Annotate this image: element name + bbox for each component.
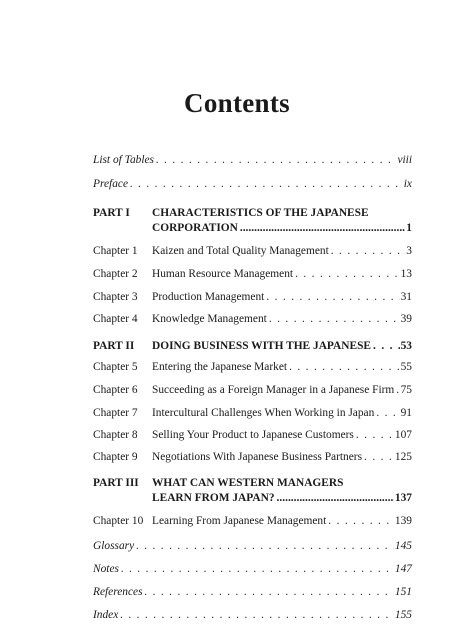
toc-page-number: ix — [403, 178, 412, 190]
leader-dots — [266, 290, 399, 305]
chapter-title: Succeeding as a Foreign Manager in a Japanese Firm — [152, 384, 395, 396]
toc-page-number: 39 — [400, 313, 412, 325]
toc-chapter-4[interactable] — [93, 312, 412, 327]
toc-chapter-2[interactable] — [93, 267, 412, 282]
leader-dots — [121, 562, 394, 577]
toc-entry-label: Index — [93, 609, 119, 621]
chapter-title: Entering the Japanese Market — [152, 361, 288, 373]
part-title-line1: WHAT CAN WESTERN MANAGERS — [152, 477, 344, 489]
toc-chapter-10[interactable] — [93, 514, 412, 529]
chapter-title: Selling Your Product to Japanese Customers — [152, 429, 354, 441]
leader-dots — [373, 339, 400, 354]
page-title: Contents — [184, 88, 290, 118]
chapter-label: Chapter 1 — [93, 245, 138, 257]
toc-page-number: 91 — [400, 407, 412, 419]
leader-dots — [269, 312, 400, 327]
toc-chapter-3[interactable] — [93, 290, 412, 305]
toc-chapter-5[interactable] — [93, 360, 412, 375]
chapter-label: Chapter 4 — [93, 313, 138, 325]
chapter-label: Chapter 2 — [93, 268, 138, 280]
toc-chapter-6[interactable] — [93, 383, 412, 398]
leader-dots — [331, 244, 406, 259]
toc-part-1-heading[interactable] — [93, 206, 412, 221]
toc-entry-preface[interactable] — [93, 177, 412, 192]
toc-chapter-9[interactable] — [93, 450, 412, 465]
toc-page-number: 145 — [394, 540, 412, 552]
toc-chapter-1[interactable] — [93, 244, 412, 259]
toc-entry-label: List of Tables — [93, 154, 154, 166]
chapter-title: Knowledge Management — [152, 313, 267, 325]
toc-page-number: 3 — [406, 245, 412, 257]
toc-page-number: 137 — [394, 492, 412, 504]
part-title: DOING BUSINESS WITH THE JAPANESE — [152, 340, 372, 352]
toc-page-number: 139 — [394, 515, 412, 527]
toc-page-number: 53 — [400, 340, 412, 352]
leader-dots — [295, 267, 400, 282]
leader-dots — [328, 514, 394, 529]
leader-dots — [145, 585, 394, 600]
chapter-title: Kaizen and Total Quality Management — [152, 245, 329, 257]
chapter-title: Negotiations With Japanese Business Partners — [152, 451, 363, 463]
toc-entry-glossary[interactable] — [93, 539, 412, 554]
toc-part-3-heading-line2[interactable] — [93, 491, 412, 506]
chapter-title: Intercultural Challenges When Working in Japan — [152, 407, 375, 419]
toc-page-number: viii — [397, 154, 412, 166]
part-title-line1: CHARACTERISTICS OF THE JAPANESE — [152, 207, 369, 219]
toc-page-number: 147 — [394, 563, 412, 575]
leader-dots — [240, 221, 405, 236]
leader-dots — [289, 360, 400, 375]
leader-dots — [356, 428, 394, 443]
toc-page-number: 75 — [400, 384, 412, 396]
toc-part-1-heading-line2[interactable] — [93, 221, 412, 236]
chapter-title: Learning From Japanese Management — [152, 515, 327, 527]
chapter-label: Chapter 8 — [93, 429, 138, 441]
leader-dots — [156, 153, 396, 168]
leader-dots — [376, 406, 399, 421]
chapter-title: Production Management — [152, 291, 265, 303]
toc-chapter-7[interactable] — [93, 406, 412, 421]
toc-entry-list-of-tables[interactable] — [93, 153, 412, 168]
toc-page-number: 1 — [406, 222, 412, 234]
toc-entry-references[interactable] — [93, 585, 412, 600]
part-title-line2: LEARN FROM JAPAN? — [152, 492, 275, 504]
part-label: PART I — [93, 207, 130, 219]
part-label: PART II — [93, 340, 135, 352]
chapter-label: Chapter 6 — [93, 384, 138, 396]
toc-page-number: 31 — [400, 291, 412, 303]
leader-dots — [120, 608, 394, 623]
chapter-label: Chapter 3 — [93, 291, 138, 303]
leader-dots — [277, 491, 394, 506]
toc-part-2-heading[interactable] — [93, 339, 412, 354]
chapter-label: Chapter 5 — [93, 361, 138, 373]
toc-entry-label: Glossary — [93, 540, 135, 552]
leader-dots — [136, 539, 394, 554]
toc-entry-label: Notes — [93, 563, 119, 575]
chapter-label: Chapter 7 — [93, 407, 138, 419]
toc-page-number: 107 — [394, 429, 412, 441]
toc-page-number: 55 — [400, 361, 412, 373]
toc-page-number: 13 — [400, 268, 412, 280]
chapter-label: Chapter 9 — [93, 451, 138, 463]
toc-page-number: 151 — [394, 586, 412, 598]
part-title-line2: CORPORATION — [152, 222, 238, 234]
toc-entry-label: References — [93, 586, 143, 598]
toc-entry-notes[interactable] — [93, 562, 412, 577]
leader-dots — [364, 450, 394, 465]
part-label: PART III — [93, 477, 139, 489]
leader-dots — [130, 177, 403, 192]
toc-page-number: 155 — [394, 609, 412, 621]
toc-part-3-heading[interactable] — [93, 476, 412, 491]
toc-page-number: 125 — [394, 451, 412, 463]
toc-chapter-8[interactable] — [93, 428, 412, 443]
toc-entry-index[interactable] — [93, 608, 412, 623]
chapter-label: Chapter 10 — [93, 515, 144, 527]
chapter-title: Human Resource Management — [152, 268, 294, 280]
toc-entry-label: Preface — [93, 178, 128, 190]
